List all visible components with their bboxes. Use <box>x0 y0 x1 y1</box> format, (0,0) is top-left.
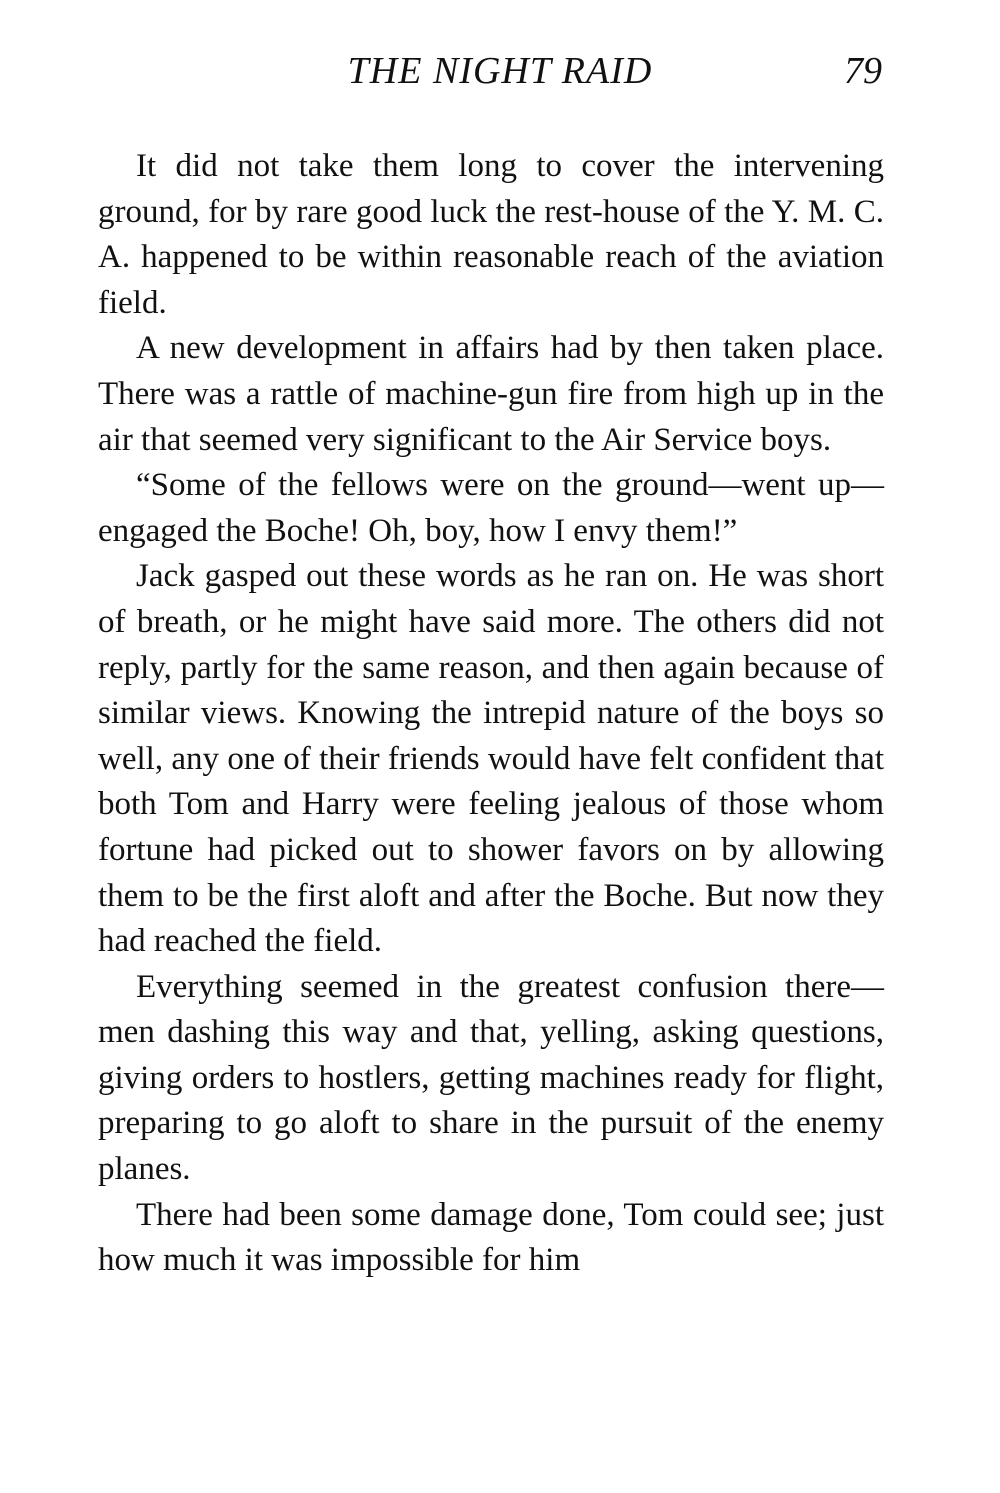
paragraph: Jack gasped out these words as he ran on. He was short of breath, or he might have said more. The others did not reply, partly for the same reason, and then again because of similar views. Knowing the intrepid nature of the boys so well, any one of their friends would have felt confident that both Tom and Harry were feeling jealous of those whom fortune had picked out to shower favors on by allowing them to be the first aloft and after the Boche. But now they had reached the field. <box>98 558 884 960</box>
paragraph: Everything seemed in the greatest confusion there—men dashing this way and that, yelling, asking questions, giving orders to hostlers, getting machines ready for flight, preparing to go aloft to share in the pursuit of the enemy planes. <box>98 968 884 1188</box>
paragraph: It did not take them long to cover the intervening ground, for by rare good luck the rest-house of the Y. M. C. A. happened to be within reasonable reach of the aviation field. <box>98 148 884 321</box>
running-head <box>98 46 882 96</box>
paragraph: There had been some damage done, Tom could see; just how much it was impossible for him <box>98 1196 884 1279</box>
paragraph: “Some of the fellows were on the ground—went up—engaged the Boche! Oh, boy, how I envy them!” <box>98 467 884 549</box>
body-text <box>98 144 884 1284</box>
chapter-title: THE NIGHT RAID <box>347 50 653 92</box>
page-number: 79 <box>844 50 882 92</box>
paragraph: A new development in affairs had by then taken place. There was a rattle of machine-gun fire from high up in the air that seemed very significant to the Air Service boys. <box>98 330 884 458</box>
